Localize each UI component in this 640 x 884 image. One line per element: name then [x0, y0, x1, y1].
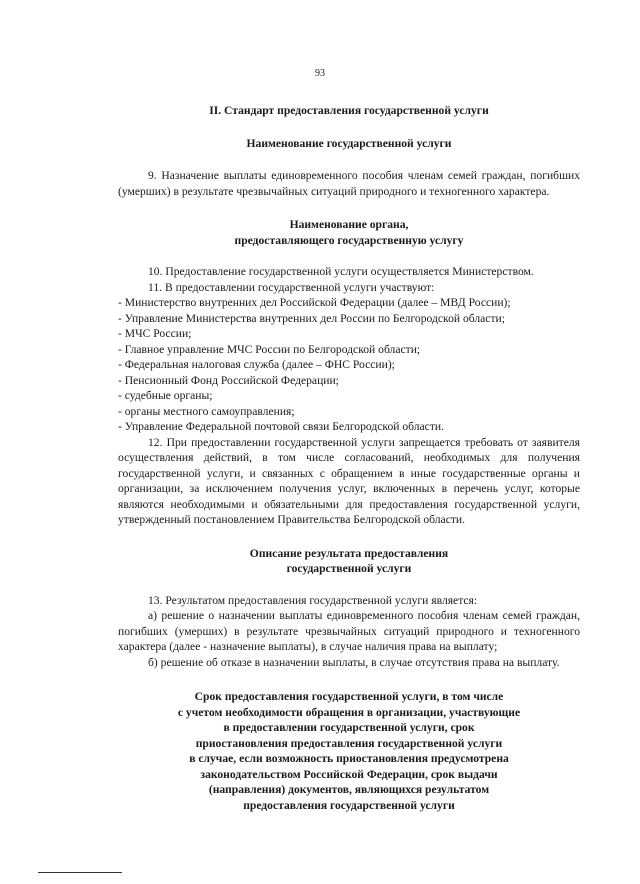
heading-body-line-2: предоставляющего государственную услугу	[234, 233, 464, 247]
list-item: - органы местного самоуправления;	[118, 404, 295, 418]
heading-term-line: в предоставлении государственной услуги, срок	[223, 721, 475, 734]
heading-service-name: Наименование государственной услуги	[246, 136, 452, 150]
page-number: 93	[315, 68, 325, 79]
paragraph-13: 13. Результатом предоставления государственной услуги является:	[148, 593, 478, 607]
heading-term	[118, 689, 580, 813]
heading-term-line: законодательством Российской Федерации, срок выдачи	[200, 767, 498, 781]
list-item: - Главное управление МЧС России по Белгородской области;	[118, 342, 421, 356]
list-item: - МЧС России;	[118, 327, 192, 340]
footer-rule	[38, 872, 122, 873]
heading-term-line: (направления) документов, являющихся результатом	[208, 783, 490, 796]
participants-list	[118, 295, 580, 435]
section-title: II. Стандарт предоставления государственной услуги	[209, 104, 489, 117]
paragraph-11: 11. В предоставлении государственной услуги участвуют:	[148, 280, 435, 294]
document-body	[118, 103, 580, 813]
paragraph-13b: б) решение об отказе в назначении выплаты, в случае отсутствия права на выплату.	[148, 655, 560, 669]
list-item: - Министерство внутренних дел Российской Федерации (далее – МВД России);	[118, 296, 511, 309]
heading-result-line-1: Описание результата предоставления	[249, 546, 449, 560]
heading-result-line-2: государственной услуги	[286, 562, 412, 575]
heading-term-line: с учетом необходимости обращения в организации, участвующие	[177, 705, 521, 719]
heading-term-line: Срок предоставления государственной услуги, в том числе	[194, 690, 504, 703]
paragraph-9: 9. Назначение выплаты единовременного пособия членам семей граждан, погибших (умерших) в результате чрезвычайных ситуаций природного и техногенного характера.	[118, 169, 580, 198]
list-item: - Федеральная налоговая служба (далее – ФНС России);	[118, 358, 395, 371]
list-item: - Управление Министерства внутренних дел России по Белгородской области;	[118, 311, 505, 325]
paragraph-10: 10. Предоставление государственной услуги осуществляется Министерством.	[148, 265, 534, 278]
list-item: - Управление Федеральной почтовой связи Белгородской области.	[118, 420, 444, 433]
heading-body-line-1: Наименование органа,	[289, 218, 409, 231]
heading-term-line: в случае, если возможность приостановления предусмотрена	[189, 752, 509, 765]
list-item: - судебные органы;	[118, 389, 213, 402]
heading-term-line: предоставления государственной услуги	[243, 798, 455, 812]
paragraph-13a: а) решение о назначении выплаты единовременного пособия членам семей граждан, погибших (умерших) в результате чрезвычайных ситуаций природного и техногенного характера (далее - назначение выплаты), в случае наличия права на выплату;	[118, 609, 580, 653]
heading-term-line: приостановления предоставления государственной услуги	[195, 736, 503, 750]
list-item: - Пенсионный Фонд Российской Федерации;	[118, 373, 339, 387]
paragraph-12: 12. При предоставлении государственной услуги запрещается требовать от заявителя осуществления действий, в том числе согласований, необходимых для получения государственной услуги, и связанных с обращением в иные государственные органы и организации, за исключением получения услуг, включенных в перечень услуг, которые являются необходимыми и обязательными для предоставления государственной услуги, утвержденный постановлением Правительства Белгородской области.	[118, 435, 580, 526]
